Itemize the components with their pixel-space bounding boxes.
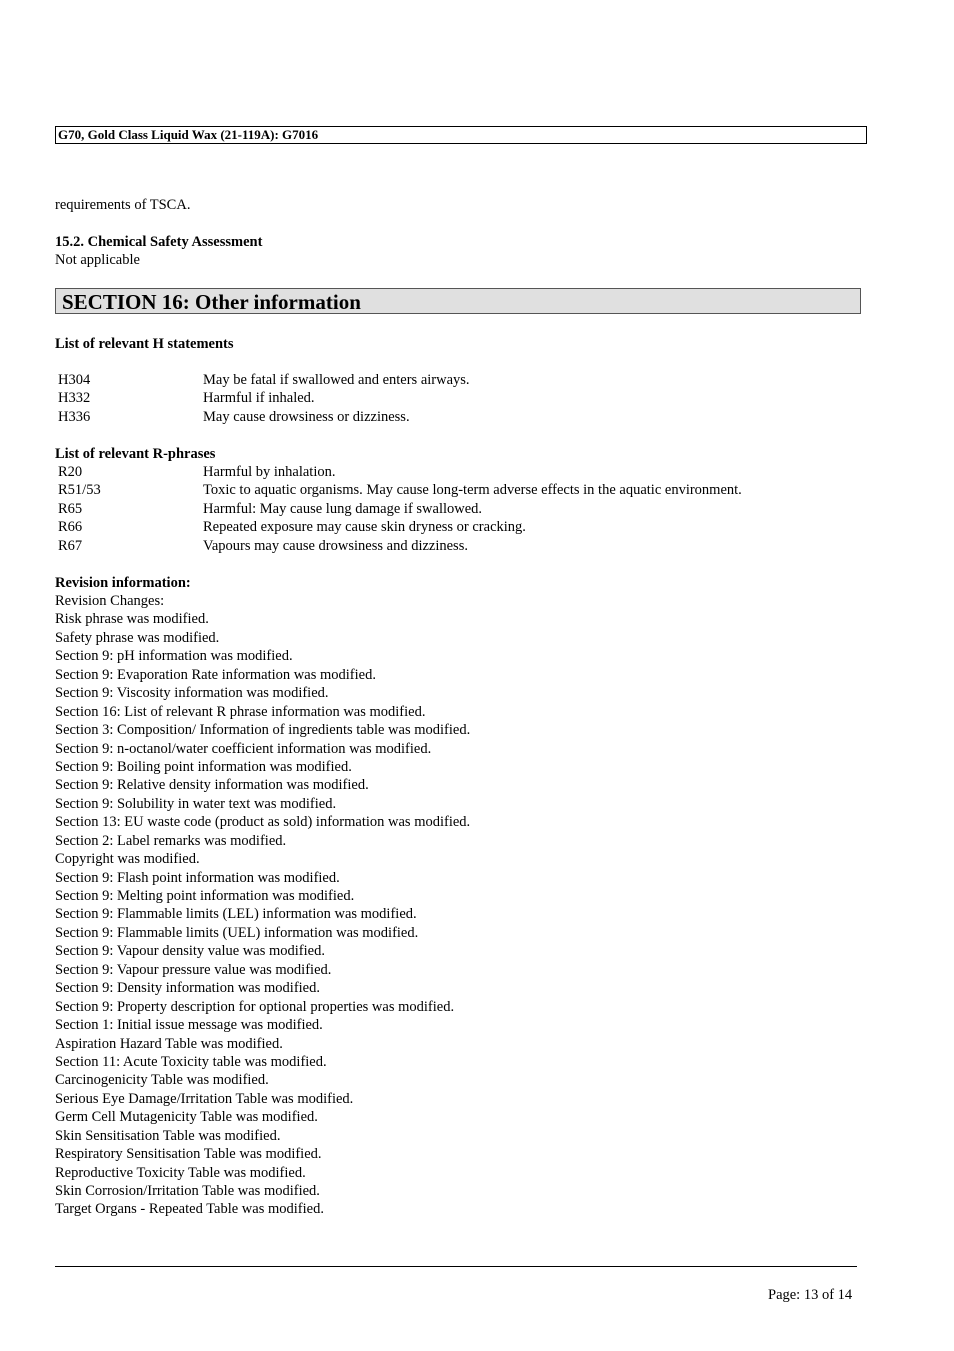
revision-item: Section 9: Boiling point information was modified.: [55, 758, 352, 775]
revision-item: Section 11: Acute Toxicity table was modified.: [55, 1053, 327, 1070]
revision-item: Carcinogenicity Table was modified.: [55, 1072, 269, 1089]
revision-item: Risk phrase was modified.: [55, 611, 209, 628]
revision-item: Section 9: Density information was modified.: [55, 980, 320, 997]
revision-item: Target Organs - Repeated Table was modified.: [55, 1201, 324, 1218]
r-text: Toxic to aquatic organisms. May cause long-term adverse effects in the aquatic environment.: [203, 482, 742, 499]
revision-heading: Revision information:: [55, 575, 191, 591]
revision-item: Respiratory Sensitisation Table was modified.: [55, 1146, 322, 1163]
r-code: R67: [58, 537, 83, 554]
section-16-title: SECTION 16: Other information: [55, 288, 861, 314]
revision-item: Section 9: Evaporation Rate information was modified.: [55, 666, 376, 683]
revision-item: Section 9: Solubility in water text was modified.: [55, 795, 337, 812]
revision-item: Reproductive Toxicity Table was modified.: [55, 1164, 306, 1181]
revision-list: [55, 592, 470, 1219]
continuation-text: requirements of TSCA.: [55, 197, 191, 213]
revision-item: Section 3: Composition/ Information of ingredients table was modified.: [55, 722, 471, 739]
revision-item: Section 9: Vapour pressure value was modified.: [55, 961, 332, 978]
r-code: R66: [58, 519, 83, 536]
revision-item: Section 9: Relative density information was modified.: [55, 777, 369, 794]
h-text: May be fatal if swallowed and enters airways.: [203, 372, 470, 388]
revision-item: Section 9: pH information was modified.: [55, 648, 293, 665]
revision-item: Section 16: List of relevant R phrase information was modified.: [55, 703, 426, 720]
revision-item: Section 13: EU waste code (product as sold) information was modified.: [55, 814, 471, 831]
revision-item: Section 1: Initial issue message was modified.: [55, 1017, 323, 1034]
chemical-safety-heading: 15.2. Chemical Safety Assessment: [55, 234, 263, 250]
revision-item: Section 9: Property description for optional properties was modified.: [55, 998, 455, 1015]
revision-item: Revision Changes:: [55, 593, 165, 609]
revision-item: Section 9: Melting point information was modified.: [55, 888, 355, 904]
r-text: Harmful: May cause lung damage if swallowed.: [203, 500, 483, 517]
revision-item: Copyright was modified.: [55, 851, 200, 868]
revision-item: Section 9: n-octanol/water coefficient information was modified.: [55, 740, 432, 757]
r-code: R65: [58, 500, 83, 517]
r-code: R20: [58, 464, 83, 480]
h-code: H304: [58, 372, 91, 388]
revision-item: Section 9: Flammable limits (UEL) information was modified.: [55, 924, 419, 941]
r-text: Harmful by inhalation.: [203, 464, 336, 480]
h-text: Harmful if inhaled.: [203, 390, 315, 407]
footer-divider: [55, 1266, 857, 1267]
revision-item: Germ Cell Mutagenicity Table was modified.: [55, 1109, 318, 1126]
revision-item: Skin Corrosion/Irritation Table was modified.: [55, 1183, 320, 1199]
h-code: H336: [58, 408, 91, 425]
page-number: Page: 13 of 14: [768, 1287, 853, 1303]
revision-item: Section 9: Flash point information was modified.: [55, 869, 340, 886]
h-text: May cause drowsiness or dizziness.: [203, 408, 410, 425]
document-header: G70, Gold Class Liquid Wax (21-119A): G7016: [55, 126, 867, 144]
revision-item: Aspiration Hazard Table was modified.: [55, 1035, 283, 1052]
revision-item: Section 9: Flammable limits (LEL) information was modified.: [55, 906, 417, 923]
revision-item: Skin Sensitisation Table was modified.: [55, 1127, 281, 1144]
r-phrases-heading: List of relevant R-phrases: [55, 446, 216, 462]
revision-item: Serious Eye Damage/Irritation Table was modified.: [55, 1090, 354, 1107]
revision-item: Safety phrase was modified.: [55, 629, 220, 646]
r-text: Vapours may cause drowsiness and dizziness.: [203, 537, 468, 554]
r-text: Repeated exposure may cause skin dryness or cracking.: [203, 519, 526, 536]
chemical-safety-text: Not applicable: [55, 252, 140, 268]
r-code: R51/53: [58, 482, 101, 499]
h-statements-heading: List of relevant H statements: [55, 336, 234, 352]
revision-item: Section 9: Viscosity information was modified.: [55, 685, 329, 702]
h-code: H332: [58, 390, 91, 407]
revision-item: Section 9: Vapour density value was modified.: [55, 943, 325, 960]
revision-item: Section 2: Label remarks was modified.: [55, 832, 287, 849]
